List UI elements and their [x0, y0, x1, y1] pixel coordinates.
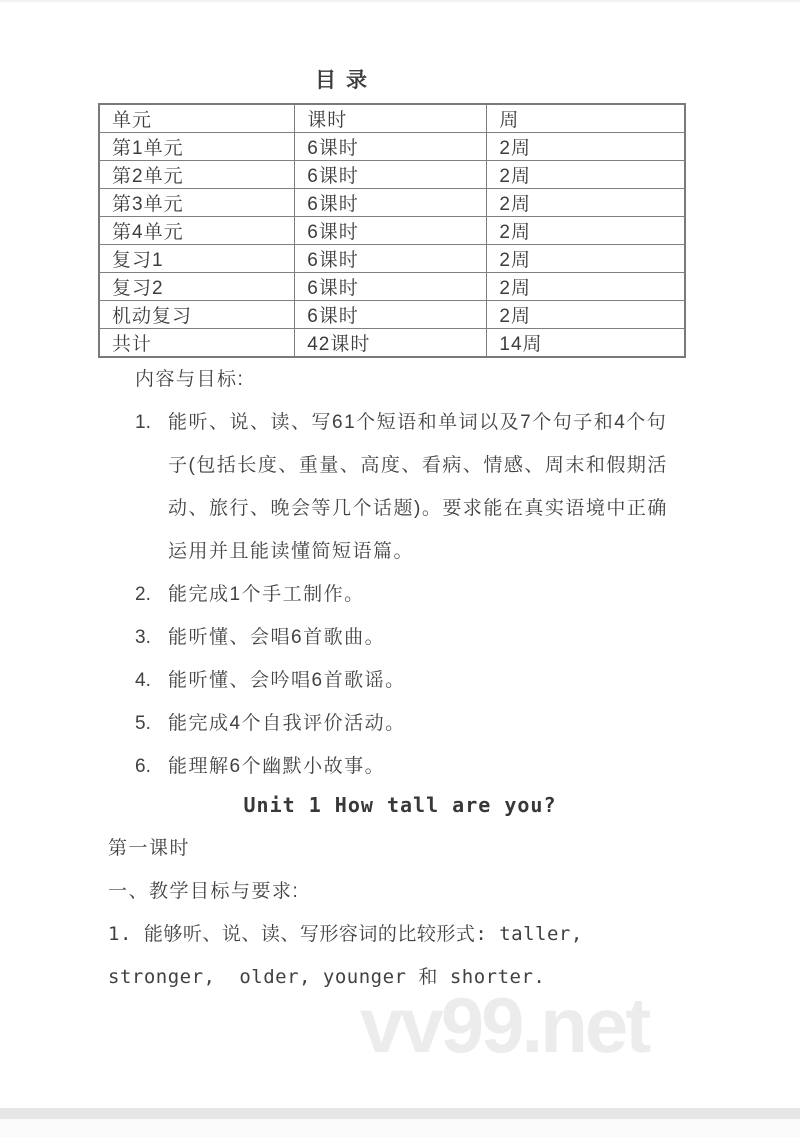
- table-cell: 机动复习: [99, 301, 295, 329]
- table-cell: 6课时: [295, 161, 487, 189]
- table-cell: 复习2: [99, 273, 295, 301]
- table-row: [99, 245, 685, 273]
- page-top-edge: [0, 0, 800, 3]
- table-cell: 6课时: [295, 133, 487, 161]
- list-item: [135, 702, 681, 745]
- list-item-number: 6.: [135, 756, 151, 777]
- table-cell: 2周: [487, 189, 685, 217]
- table-cell: 14周: [487, 329, 685, 358]
- table-cell: 6课时: [295, 301, 487, 329]
- list-item-number: 4.: [135, 670, 151, 691]
- table-cell: 2周: [487, 245, 685, 273]
- list-item-text: 能完成1个手工制作。: [168, 584, 365, 605]
- list-item: [135, 659, 681, 702]
- table-cell: 第2单元: [99, 161, 295, 189]
- list-item-text: 能理解6个幽默小故事。: [168, 756, 386, 777]
- toc-title: 目录: [315, 69, 377, 92]
- table-cell: 2周: [487, 161, 685, 189]
- list-item-number: 3.: [135, 627, 151, 648]
- table-cell: 共计: [99, 329, 295, 358]
- list-item: [135, 616, 681, 659]
- list-item-number: 1.: [135, 412, 151, 433]
- table-cell: 第1单元: [99, 133, 295, 161]
- table-cell: 6课时: [295, 189, 487, 217]
- table-header-cell: 周: [487, 104, 685, 133]
- table-cell: 2周: [487, 217, 685, 245]
- table-header-row: [99, 104, 685, 133]
- overview-heading: 内容与目标:: [135, 369, 245, 390]
- table-cell: 42课时: [295, 329, 487, 358]
- list-item-text: 能听懂、会吟唱6首歌谣。: [168, 670, 406, 691]
- table-header-cell: 课时: [295, 104, 487, 133]
- unit1-section: [108, 784, 692, 999]
- table-cell: 第4单元: [99, 217, 295, 245]
- table-cell: 6课时: [295, 245, 487, 273]
- overview-section: [135, 358, 685, 788]
- table-row: [99, 273, 685, 301]
- list-item-text: 能完成4个自我评价活动。: [168, 713, 406, 734]
- list-item-text: 能听、说、读、写61个短语和单词以及7个句子和4个句子(包括长度、重量、高度、看病、情感、周末和假期活动、旅行、晚会等几个话题)。要求能在真实语境中正确运用并且能读懂简短语篇。: [168, 412, 668, 562]
- table-row: [99, 329, 685, 358]
- objective-line: 1. 能够听、说、读、写形容词的比较形式: taller,: [108, 923, 583, 945]
- table-header-cell: 单元: [99, 104, 295, 133]
- list-item: [135, 745, 681, 788]
- table-cell: 复习1: [99, 245, 295, 273]
- table-row: [99, 161, 685, 189]
- toc-table: [98, 103, 686, 358]
- table-cell: 2周: [487, 301, 685, 329]
- table-cell: 2周: [487, 273, 685, 301]
- watermark: vv99.net: [360, 981, 649, 1069]
- list-item: [135, 401, 681, 573]
- list-item-text: 能听懂、会唱6首歌曲。: [168, 627, 386, 648]
- table-row: [99, 189, 685, 217]
- page-break-band: [0, 1108, 800, 1119]
- unit-title: Unit 1 How tall are you?: [243, 793, 557, 817]
- table-row: [99, 217, 685, 245]
- table-cell: 2周: [487, 133, 685, 161]
- list-item-number: 2.: [135, 584, 151, 605]
- table-row: [99, 133, 685, 161]
- section-heading: 一、教学目标与要求:: [108, 881, 300, 902]
- lesson-heading: 第一课时: [108, 838, 191, 859]
- table-cell: 第3单元: [99, 189, 295, 217]
- table-cell: 6课时: [295, 217, 487, 245]
- table-cell: 6课时: [295, 273, 487, 301]
- table-row: [99, 301, 685, 329]
- list-item-number: 5.: [135, 713, 151, 734]
- next-page-edge: [0, 1119, 800, 1137]
- objective-line: stronger, older, younger 和 shorter.: [108, 966, 546, 988]
- list-item: [135, 573, 681, 616]
